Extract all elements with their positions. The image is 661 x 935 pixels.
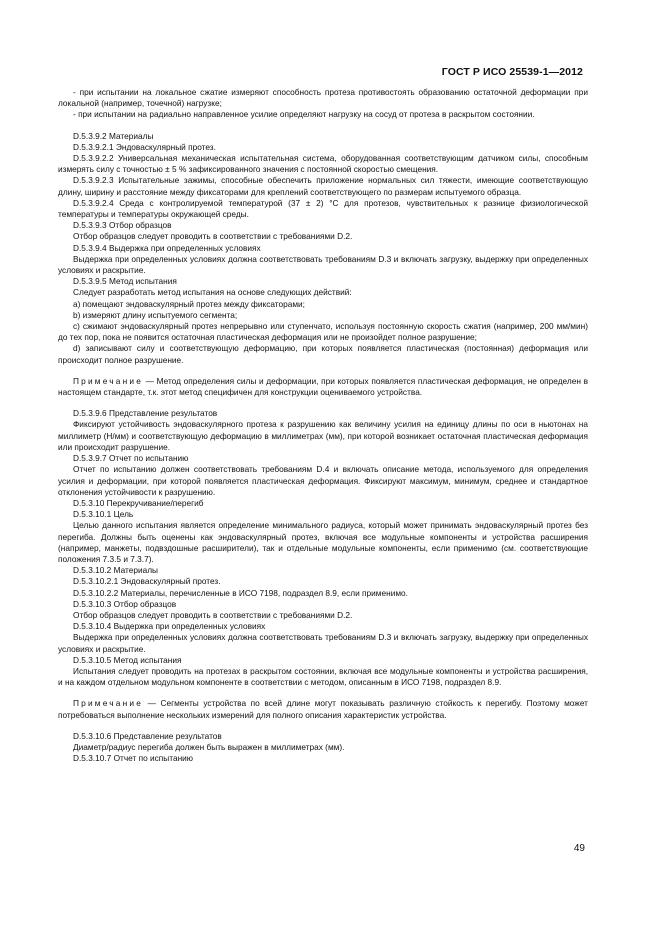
note [58,698,588,720]
paragraph: D.5.3.9.2.4 Среда с контролируемой температурой (37 ± 2) °С для протезов, чувствительных к разнице физиологической температуры и температуры окружающей среды. [58,197,588,220]
paragraph: D.5.3.10.2.1 Эндоваскулярный протез. [73,576,221,587]
section-heading: D.5.3.10.3 Отбор образцов [73,598,177,609]
list-item: b) измеряют длину испытуемого сегмента; [73,309,238,320]
section-heading: D.5.3.10.1 Цель [73,509,134,520]
paragraph: D.5.3.9.2.2 Универсальная механическая испытательная система, оборудованная соответствующим датчиком силы, способным измерять силу с точностью ± 5 % зафиксированного значения с постоянной скоростью смещения. [58,153,588,175]
note [58,376,588,398]
paragraph: D.5.3.9.2.1 Эндоваскулярный протез. [73,141,216,152]
list-item: d) записывают силу и соответствующую деформацию, при которых появляется пластическая (постоянная) деформация или происходит полное разрушение. [58,343,588,365]
section-heading: D.5.3.10.4 Выдержка при определенных условиях [73,621,266,632]
paragraph: - при испытании на радиально направленное усилие определяют нагрузку на сосуд от протеза в раскрытом состоянии. [73,109,535,120]
paragraph: Диаметр/радиус перегиба должен быть выражен в миллиметрах (мм). [73,741,345,752]
paragraph: Отбор образцов следует проводить в соответствии с требованиями D.2. [73,609,353,620]
paragraph: Целью данного испытания является определение минимального радиуса, который может принимать эндоваскулярный протез без перегиба. Должны быть оценены как эндоваскулярный протез, включая все модульные компоненты и устройства расширения (например, манжеты, подвздошные расширители), так и отдельные модульные компоненты, если применимо (см. соответствующие положения 7.3.5 и 7.3.7). [58,520,588,564]
section-heading: D.5.3.9.5 Метод испытания [73,276,177,287]
section-heading: D.5.3.9.2 Материалы [73,130,154,141]
paragraph: - при испытании на локальное сжатие измеряют способность протеза противостоять образованию остаточной деформации при локальной (например, точечной) нагрузке; [58,87,588,109]
paragraph: Отбор образцов следует проводить в соответствии с требованиями D.2. [73,231,353,242]
section-heading: D.5.3.10.2 Материалы [73,565,159,576]
note-label: Примечание [73,698,144,709]
page-number: 49 [573,843,585,854]
section-heading: D.5.3.9.6 Представление результатов [73,408,218,419]
paragraph: Выдержка при определенных условиях должна соответствовать требованиям D.3 и включать загрузку, выдержку при определенных условиях и раскрытие. [58,253,588,276]
list-item: a) помещают эндоваскулярный протез между фиксаторами; [73,298,305,309]
section-heading: D.5.3.9.7 Отчет по испытанию [73,453,189,464]
note-text: — Метод определения силы и деформации, при которых появляется пластическая деформация, не определен в настоящем стандарте, т.к. этот метод специфичен для конструкции оцениваемого устройства. [58,375,588,398]
document-body [58,87,588,764]
paragraph: Фиксируют устойчивость эндоваскулярного протеза к разрушению как величину усилия на единицу длины по оси в ньютонах на миллиметр (Н/мм) и соответствующую деформацию в миллиметрах (мм), при которой возникает остаточная пластическая деформация или происходит разрушение. [58,419,588,452]
note-text: — Сегменты устройства по всей длине могут показывать различную стойкость к перегибу. Поэтому может потребоваться выполнение нескольких измерений для полного описания характеристик устройства. [58,698,588,720]
paragraph: D.5.3.9.2.3 Испытательные зажимы, способные обеспечить приложение нормальных сил тяжести, имеющие соответствующую длину, ширину и расстояние между фиксаторами для креплений соответствующего по размерам испытуемого образца. [58,175,588,197]
paragraph: D.5.3.10.2.2 Материалы, перечисленные в ИСО 7198, подраздел 8.9, если применимо. [73,587,408,598]
list-item: c) сжимают эндоваскулярный протез непрерывно или ступенчато, используя постоянную скорость сжатия (например, 200 мм/мин) до тех пор, пока не появится остаточная пластическая деформация или не произойдет полное разрушение; [58,321,588,343]
section-heading: D.5.3.9.4 Выдержка при определенных условиях [73,242,261,253]
paragraph: Следует разработать метод испытания на основе следующих действий: [73,287,352,298]
section-heading: D.5.3.10.6 Представление результатов [73,730,222,741]
paragraph: Отчет по испытанию должен соответствовать требованиям D.4 и включать описание метода, используемого для определения усилия и деформации, при которой появляется пластическая деформация. Фиксируют максимум, минимум, среднее и стандартное отклонения устойчивости к разрушению. [58,464,588,497]
section-heading: D.5.3.9.3 Отбор образцов [73,220,172,231]
section-heading: D.5.3.10.5 Метод испытания [73,654,182,665]
paragraph: Испытания следует проводить на протезах в раскрытом состоянии, включая все модульные компоненты и устройства расширения, и на каждом отдельном модульном компоненте в соответствии с методом, описанным в ИСО 7198, подраздел 8.9. [58,665,588,688]
paragraph: Выдержка при определенных условиях должна соответствовать требованиям D.3 и включать загрузку, выдержку при определенных условиях и раскрытие. [58,632,588,654]
note-label: Примечание [73,375,144,386]
section-heading: D.5.3.10 Перекручивание/перегиб [73,497,204,508]
section-heading: D.5.3.10.7 Отчет по испытанию [73,753,194,764]
standard-title: ГОСТ Р ИСО 25539-1—2012 [441,66,583,78]
